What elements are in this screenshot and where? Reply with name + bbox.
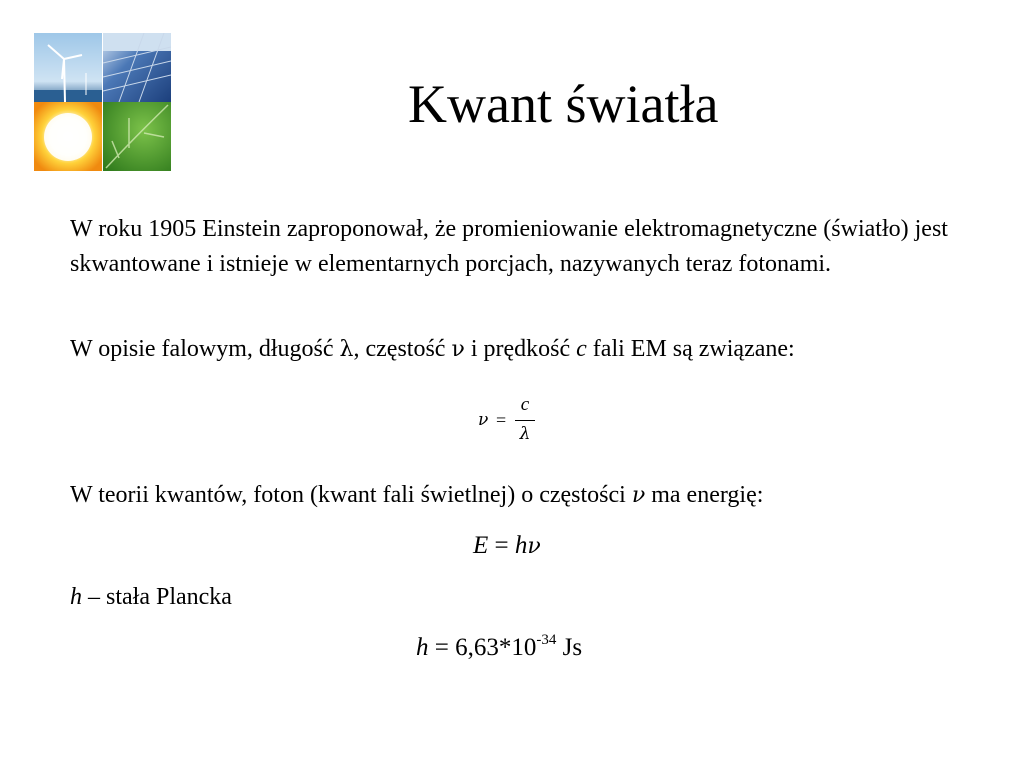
lambda-symbol: λ — [339, 337, 354, 362]
planck-exponent: -34 — [536, 632, 557, 648]
planck-unit: Js — [556, 634, 583, 661]
energy-symbol: E — [473, 532, 489, 559]
planck-symbol: h — [70, 584, 82, 610]
text-segment: W teorii kwantów, foton (kwant fali świetlnej) o częstości — [70, 482, 632, 508]
paragraph-wave-description — [70, 332, 970, 367]
text-segment: i prędkość — [464, 336, 577, 362]
c-symbol: c — [576, 336, 587, 362]
nu-symbol: ν — [451, 337, 465, 362]
paragraph-einstein: W roku 1905 Einstein zaproponował, że promieniowanie elektromagnetyczne (światło) jest skwantowane i istnieje w elementarnych porcjach, nazywanych teraz fotonami. — [70, 216, 948, 277]
formula-nu-c-lambda — [478, 394, 538, 448]
formula-equals: = — [488, 532, 515, 559]
wind-turbine-icon — [34, 33, 102, 102]
sun-icon — [34, 102, 102, 171]
fraction-bar — [515, 420, 535, 421]
logo — [34, 33, 171, 171]
nu-symbol: ν — [631, 483, 646, 508]
nu-symbol: ν — [527, 534, 541, 559]
logo-image — [34, 33, 171, 171]
solar-panel-icon — [103, 33, 171, 102]
planck-symbol: h — [514, 532, 528, 559]
formula-numerator: c — [520, 394, 530, 415]
text-segment: ma energię: — [645, 482, 764, 508]
text-segment: – stała Plancka — [82, 584, 232, 610]
text-segment: , częstość — [353, 336, 452, 362]
paragraph-planck-constant — [70, 580, 970, 615]
formula-equals: = — [496, 410, 507, 430]
formula-energy — [473, 528, 541, 564]
paragraph-quantum-theory — [70, 478, 970, 513]
text-segment: W opisie falowym, długość — [70, 336, 340, 362]
formula-lhs: ν — [478, 410, 489, 430]
planck-symbol: h — [416, 634, 429, 661]
leaf-icon — [103, 102, 171, 171]
text-segment: fali EM są związane: — [586, 336, 795, 362]
formula-denominator: λ — [519, 424, 531, 444]
planck-value: = 6,63*10 — [428, 634, 537, 661]
formula-planck-value — [416, 630, 582, 665]
slide-title: Kwant światła — [408, 74, 719, 134]
